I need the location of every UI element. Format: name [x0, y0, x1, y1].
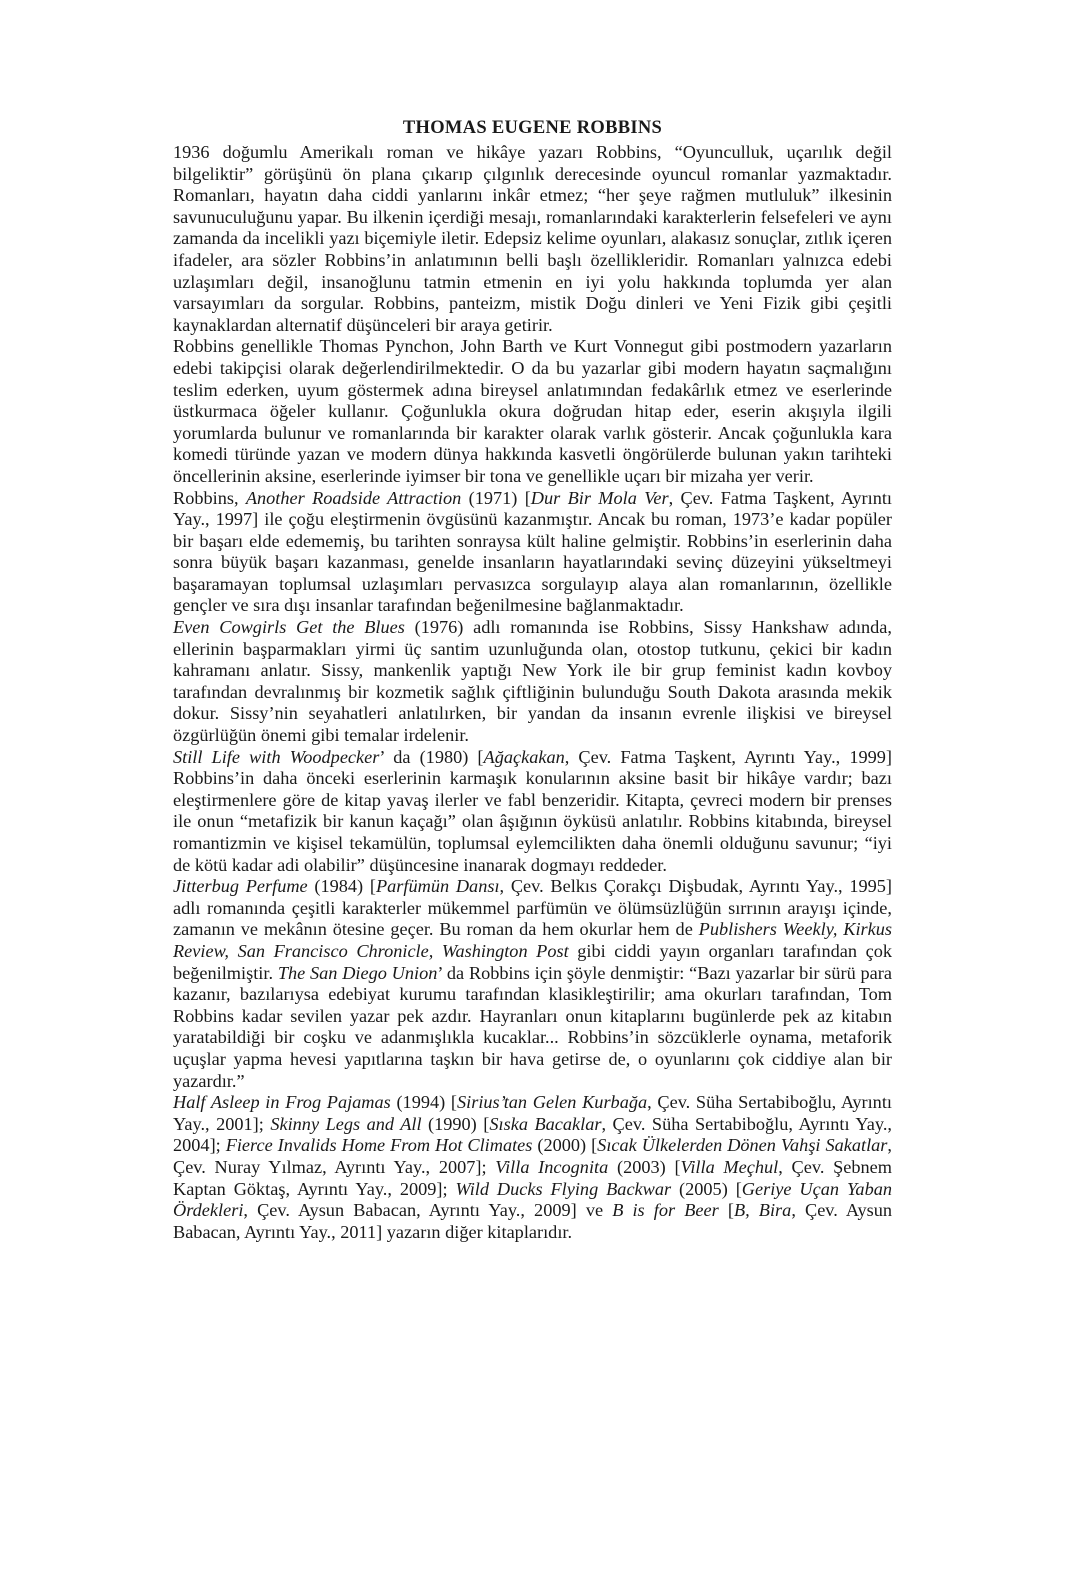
- italic-title-text: The San Diego Union: [277, 962, 438, 983]
- italic-title-text: Dur Bir Mola Ver: [530, 487, 669, 508]
- paragraph-text: gibi ciddi yayın organları tarafından çok beğenilmiştir.: [173, 940, 892, 983]
- italic-title-text: Half Asleep in Frog Pajamas: [173, 1092, 391, 1113]
- paragraph-text: , Çev. Fatma Taşkent, Ayrıntı Yay., 1999] Robbins’in daha önceki eserlerinin karmaşık konularının aksine basit bir hikâye vardır; bazı eleştirmenlere göre de kitap yavaş ilerler ve fabl benzeridir. Kitapta, çevreci modern bir prenses ile onun “metafizik bir kanun kaçağı” olan âşığının öyküsü anlatılır. Robbins kitabında, bireysel romantizmin ve kişisel tekamülün, toplumsal eylemcilikten daha önemli olduğunu savunur; “iyi de kötü kadar adi olabilir” düşüncesine inanarak dogmayı reddeder.: [173, 746, 892, 875]
- paragraph-text: Robbins,: [173, 487, 246, 508]
- italic-title-text: Another Roadside Attraction: [245, 487, 462, 508]
- italic-title-text: Publishers Weekly, Kirkus Review, San Francisco Chronicle, Washington Post: [173, 919, 893, 961]
- paragraph: [173, 747, 892, 877]
- paragraph-text: , Çev. Nuray Yılmaz, Ayrıntı Yay., 2007];: [173, 1135, 892, 1177]
- body-text: [173, 142, 892, 1243]
- italic-title-text: Parfümün Dansı: [375, 876, 500, 897]
- italic-title-text: Ağaçkakan: [483, 746, 565, 767]
- paragraph: [173, 488, 892, 618]
- paragraph: [173, 1092, 892, 1243]
- paragraph-text: ’ da (1980) [: [379, 746, 484, 767]
- italic-title-text: Wild Ducks Flying Backwar: [455, 1178, 672, 1199]
- italic-title-text: Sıcak Ülkelerden Dönen Vahşi Sakatlar: [597, 1135, 888, 1156]
- paragraph: [173, 617, 892, 747]
- paragraph-text: (1990) [: [421, 1113, 490, 1134]
- paragraph-text: , Çev. Süha Sertabiboğlu, Ayrıntı Yay., 2004];: [173, 1113, 892, 1156]
- paragraph-text: (2000) [: [532, 1135, 598, 1156]
- paragraph-text: , Çev. Fatma Taşkent, Ayrıntı Yay., 1997] ile çoğu eleştirmenin övgüsünü kazanmıştır. Ancak bu roman, 1973’e kadar popüler bir başarı elde edememiş, bu tarihten sonraysa kült haline gelmiştir. Robbins’in eserlerinin daha sonra büyük başarı kazanması, genelde insanların hayatlarındaki sevinç düzeyini yükseltmeyi başaramayan toplumsal uzlaşımları pervasızca sorgulayıp alaya alan romanlarının, özellikle gençler ve sıra dışı insanlar tarafından beğenilmesine bağlanmaktadır.: [173, 487, 892, 616]
- paragraph-text: , Çev. Aysun Babacan, Ayrıntı Yay., 2009] ve: [243, 1200, 613, 1221]
- paragraph-text: (1976) adlı romanında ise Robbins, Sissy Hankshaw adında, ellerinin başparmakları yirmi üç santim uzunluğunda olan, otostop tutkunu, çekici bir kadın kahramanı anlatır. Sissy, mankenlik yaptığı New York ile bir grup feminist kadın kovboy tarafından devralınmış bir kozmetik sağlık çiftliğinin bulunduğu South Dakota arasında mekik dokur. Sissy’nin seyahatleri anlatılırken, bir yandan da insanın evrenle ilişkisi ve bireysel özgürlüğün önemi gibi temalar irdelenir.: [173, 617, 892, 746]
- paragraph-text: (2003) [: [608, 1156, 681, 1177]
- italic-title-text: Sıska Bacaklar: [489, 1113, 602, 1134]
- italic-title-text: Villa Meçhul: [680, 1156, 779, 1177]
- italic-title-text: Still Life with Woodpecker: [173, 746, 380, 767]
- paragraph-text: ’ da Robbins için şöyle denmiştir: “Bazı yazarlar bir sürü para kazanır, bazılarıysa edebiyat kurumu tarafından klasikleştirilir; ama okurları tarafından, Tom Robbins kadar sevilen yazar pek azdır. Hayranları onun kitaplarını bugünlerde pek az kitabın yaratabildiği bir coşku ve adanmışlıkla kucaklar... Robbins’in sözcüklerle oynama, metaforik uçuşlar yapma hevesi yapıtlarına taşkın bir hava getirse de, o oyunlarını çok ciddiye alan bir yazardır.”: [173, 962, 892, 1091]
- paragraph-text: Robbins genellikle Thomas Pynchon, John Barth ve Kurt Vonnegut gibi postmodern yazarların edebi takipçisi olarak değerlendirilmektedir. O da bu yazarlar gibi modern hayatın saçmalığını teslim ederken, uyum göstermek adına bireysel anlatımından fedakârlık etmez ve eserlerinde üstkurmaca öğeler kullanır. Çoğunlukla okura doğrudan hitap eder, eserin akışıyla ilgili yorumlarda bulunur ve romanlarında bir karakter olarak varlık gösterir. Ancak çoğunlukla kara komedi türünde yazan ve modern dünya hakkında kasvetli öngörülerde bulunan yakın tarihteki öncellerinin aksine, eserlerinde iyimser bir tona ve genellikle uçarı bir mizaha yer verir.: [173, 336, 892, 486]
- paragraph-text: (1971) [: [461, 487, 531, 508]
- page-title: THOMAS EUGENE ROBBINS: [402, 118, 663, 138]
- paragraph-text: 1936 doğumlu Amerikalı roman ve hikâye yazarı Robbins, “Oyunculluk, uçarılık değil bilgeliktir” görüşünü ön plana çıkarıp çılgınlık derecesinde oyuncul romanlar yazmaktadır. Romanları, hayatın daha ciddi yanlarını inkâr etmez; “her şeye rağmen mutluluk” ilkesinin savunuculuğunu yapar. Bu ilkenin içerdiği mesajı, romanlarındaki karakterlerin felsefeleri ve aynı zamanda da incelikli yazı biçemiyle iletir. Edepsiz kelime oyunları, alakasız sonuçlar, zıtlık içeren ifadeler, ara sözler Robbins’in anlatımının belli başlı özellikleridir. Romanları yalnızca edebi uzlaşımları değil, insanoğlunu tatmin etmenin en iyi yolu hakkında toplumda yer alan varsayımları da sorgular. Robbins, panteizm, mistik Doğu dinleri ve Yeni Fizik gibi çeşitli kaynaklardan alternatif düşünceleri bir araya getirir.: [173, 142, 892, 335]
- paragraph-text: (2005) [: [671, 1178, 742, 1199]
- paragraph: [173, 876, 892, 1092]
- paragraph-text: (1984) [: [307, 876, 376, 897]
- document-page: [173, 116, 892, 1243]
- paragraph-text: , Çev. Şebnem Kaptan Göktaş, Ayrıntı Yay., 2009];: [173, 1156, 893, 1199]
- paragraph-text: , Çev. Belkıs Çorakçı Dişbudak, Ayrıntı Yay., 1995] adlı romanında çeşitli karakterler mükemmel parfümün ve ölümsüzlüğün sırrının arayışı içinde, zamanın ve mekânın ötesine geçer. Bu roman da hem okurlar hem de: [173, 876, 892, 940]
- italic-title-text: Skinny Legs and All: [270, 1113, 422, 1134]
- paragraph-text: (1994) [: [390, 1092, 457, 1113]
- paragraph: [173, 142, 892, 336]
- paragraph: [173, 336, 892, 487]
- italic-title-text: Villa Incognita: [495, 1156, 609, 1177]
- italic-title-text: Even Cowgirls Get the Blues: [173, 617, 405, 638]
- italic-title-text: Sirius’tan Gelen Kurbağa: [456, 1092, 648, 1113]
- italic-title-text: B, Bira: [733, 1200, 792, 1221]
- italic-title-text: Fierce Invalids Home From Hot Climates: [225, 1135, 533, 1156]
- paragraph-text: , Çev. Süha Sertabiboğlu, Ayrıntı Yay., 2001];: [173, 1092, 892, 1134]
- paragraph-text: [: [718, 1200, 734, 1221]
- italic-title-text: Geriye Uçan Yaban Ördekleri: [173, 1178, 892, 1221]
- italic-title-text: Jitterbug Perfume: [173, 876, 308, 897]
- paragraph-text: , Çev. Aysun Babacan, Ayrıntı Yay., 2011] yazarın diğer kitaplarıdır.: [173, 1200, 892, 1242]
- italic-title-text: B is for Beer: [612, 1200, 719, 1221]
